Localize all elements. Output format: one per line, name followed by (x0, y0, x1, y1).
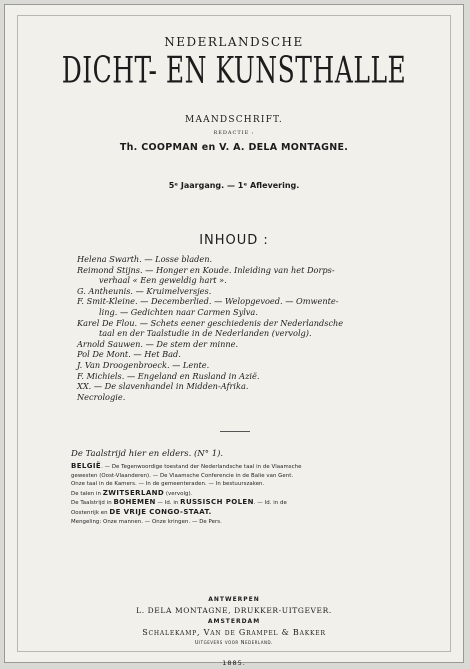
toc-line: verhaal « Een geweldig hart ». (99, 275, 227, 286)
country-russisch-polen: RUSSISCH POLEN (180, 498, 254, 507)
contents-heading: INHOUD : (199, 233, 269, 248)
toc-line: Pol De Mont. — Het Bad. (77, 349, 181, 360)
country-belgie: BELGIË (71, 462, 102, 470)
country-congo: DE VRIJE CONGO-STAAT. (109, 507, 212, 516)
imprint-city-amsterdam: AMSTERDAM (207, 618, 261, 625)
section-line-text: — Id. in (155, 500, 181, 507)
section-line-text: (vervolg). (164, 490, 193, 497)
toc-line: F. Smit-Kleine. — Decemberlied. — Welopgevoed. — Omwente- (77, 296, 339, 307)
section-line-text: De talen in (71, 490, 103, 497)
magazine-cover (4, 4, 464, 667)
toc-line: XX. — De slavenhandel in Midden-Afrika. (77, 381, 249, 392)
redactie-label: REDACTIE : (213, 130, 255, 136)
toc-line: Helena Swarth. — Losse bladen. (77, 254, 213, 264)
toc-line: ling. — Gedichten naar Carmen Sylva. (99, 306, 258, 317)
section-line (71, 462, 411, 472)
toc-line: G. Antheunis. — Kruimelversjes. (77, 285, 212, 296)
imprint-publisher: L. DELA MONTAGNE, DRUKKER-UITGEVER. (136, 606, 332, 615)
country-zwitserland: ZWITSERLAND (102, 488, 165, 497)
section-line: Onze taal in de Kamers. — In de gemeenteraden. — In bestuurszaken. (71, 481, 265, 488)
toc-line: J. Van Droogenbroeck. — Lente. (77, 359, 210, 370)
toc-line: F. Michiels. — Engeland en Rusland in Azië. (77, 370, 260, 381)
section-line-text: . — De Tegenwoordige toestand der Nederlandsche taal in de Vlaamsche (101, 464, 302, 470)
main-title: DICHT- EN KUNSTHALLE (61, 49, 407, 92)
section-line-text: . — Id. in de (253, 500, 287, 507)
section-line-text: De Taalstrijd in (71, 500, 114, 507)
divider (220, 431, 250, 432)
toc-line: Reimond Stijns. — Honger en Koude. Inleiding van het Dorps- (77, 264, 335, 275)
section-line: gewesten (Oost-Vlaanderen). — De Vlaamsche Conferencie in de Balie van Gent. (71, 472, 294, 479)
section-line: Mengeling: Onze mannen. — Onze kringen. — De Pers. (71, 518, 222, 525)
section-line (71, 489, 411, 499)
subtitle: MAANDSCHRIFT. (185, 115, 283, 125)
section-line-text: Oostenrijk en (71, 509, 110, 516)
section-line (71, 508, 411, 518)
section-title: De Taalstrijd hier en elders. (N° 1). (71, 449, 224, 459)
country-bohemen: BOHEMEN (113, 498, 156, 507)
pre-title: NEDERLANDSCHE (164, 35, 304, 49)
toc-line: Necrologie. (77, 391, 126, 402)
toc-line: Arnold Sauwen. — De stem der minne. (77, 338, 239, 349)
edition-info: 5ᵉ Jaargang. — 1ᵉ Aflevering. (168, 181, 300, 190)
toc-line: taal en der Taalstudie in de Nederlanden (vervolg). (99, 328, 312, 339)
imprint-city-antwerpen: ANTWERPEN (208, 596, 260, 603)
editors: Th. COOPMAN en V. A. DELA MONTAGNE. (119, 142, 349, 153)
imprint-publisher-note: Uitgevers voor Nederland. (194, 640, 274, 646)
section-line (71, 498, 411, 508)
toc-line: Karel De Flou. — Schets eener geschiedenis der Nederlandsche (77, 317, 344, 328)
imprint-year: 1885. (222, 659, 246, 667)
imprint-publisher-2: Schalekamp, Van de Grampel & Bakker (142, 628, 326, 637)
table-of-contents (77, 254, 397, 402)
taalstrijd-section (71, 449, 411, 526)
